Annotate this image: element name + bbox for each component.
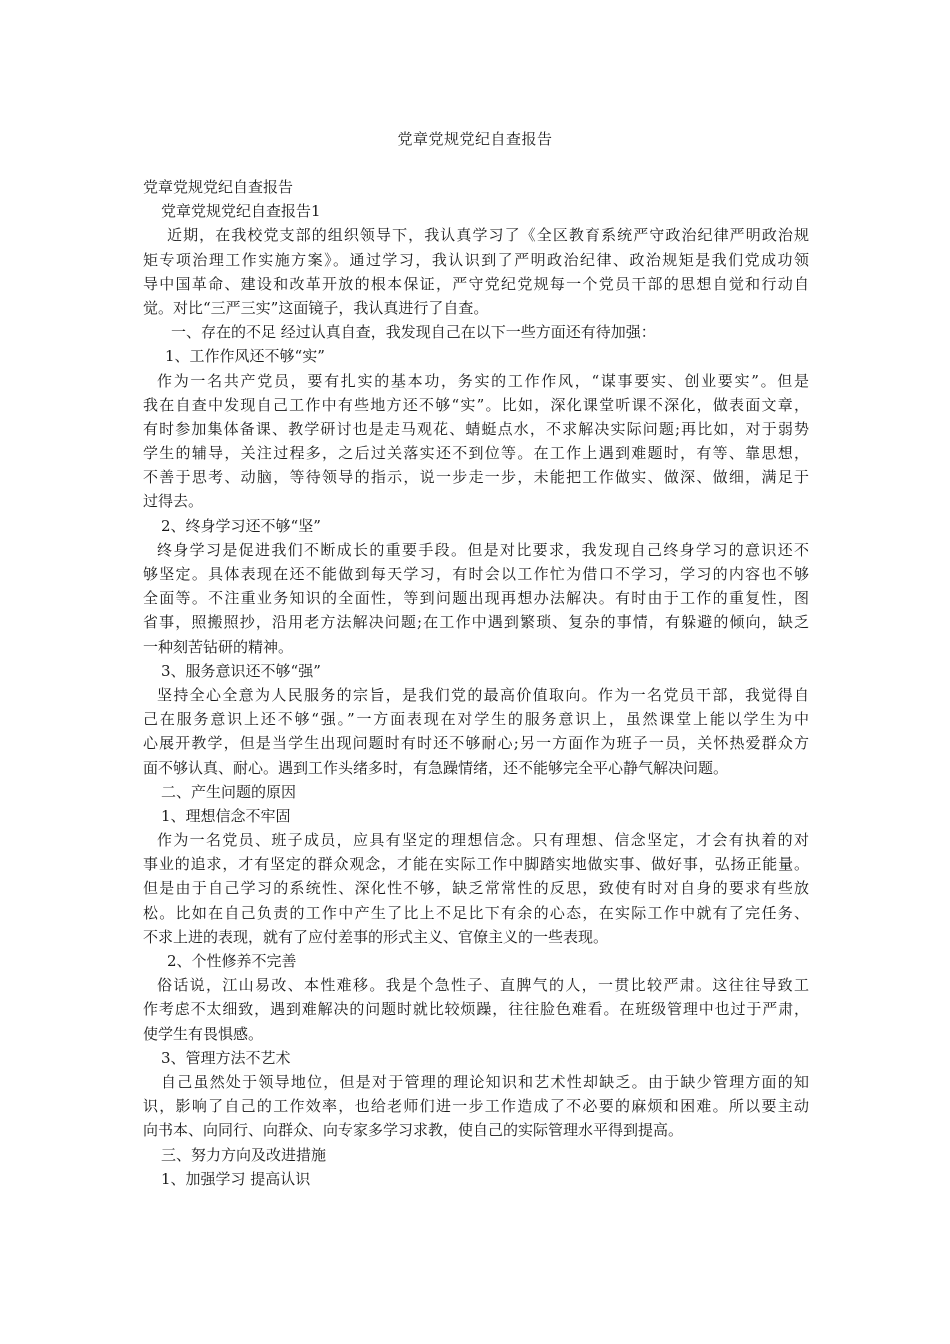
text-line: 有时参加集体备课、教学研讨也是走马观花、蜻蜓点水，不求解决实际问题;再比如，对于弱势	[143, 419, 809, 438]
text-line: 3、服务意识还不够“强”	[161, 661, 321, 680]
text-line: 面不够认真、耐心。遇到工作头绪多时，有急躁情绪，还不能够完全平心静气解决问题。	[143, 758, 729, 777]
text-line: 己在服务意识上还不够“强。”一方面表现在对学生的服务意识上，虽然课堂上能以学生为中	[143, 710, 809, 729]
text-line: 我在自查中发现自己工作中有些地方还不够“实”。比如，深化课堂听课不深化，做表面文章，	[143, 395, 809, 414]
text-line: 作考虑不太细致，遇到难解决的问题时就比较烦躁，往往脸色难看。在班级管理中也过于严肃，	[143, 1000, 809, 1019]
text-line: 一种刻苦钻研的精神。	[143, 637, 294, 656]
document-title: 党章党规党纪自查报告	[397, 130, 553, 148]
text-line: 事业的追求，才有坚定的群众观念，才能在实际工作中脚踏实地做实事、做好事，弘扬正能量。	[143, 855, 809, 874]
text-line: 学生的辅导，关注过程多，之后过关落实还不到位等。在工作上遇到难题时，有等、靠思想，	[143, 444, 809, 463]
text-line: 心展开教学，但是当学生出现问题时有时还不够耐心;另一方面作为班子一员，关怀热爱群众方	[143, 734, 809, 753]
text-line: 3、管理方法不艺术	[161, 1048, 291, 1067]
text-line: 过得去。	[143, 492, 204, 511]
text-line: 1、理想信念不牢固	[161, 806, 291, 825]
text-line: 但是由于自己学习的系统性、深化性不够，缺乏常常性的反思，致使有时对自身的要求有些放	[143, 879, 809, 898]
text-line: 党章党规党纪自查报告	[143, 178, 294, 196]
text-line: 作为一名共产党员，要有扎实的基本功，务实的工作作风，“谋事要实、创业要实”。但是	[157, 371, 809, 390]
text-line: 不求上进的表现，就有了应付差事的形式主义、官僚主义的一些表现。	[143, 927, 609, 946]
text-line: 松。比如在自己负责的工作中产生了比上不足比下有余的心态，在实际工作中就有了完任务、	[143, 903, 809, 922]
text-line: 识，影响了自己的工作效率，也给老师们进一步工作造成了不必要的麻烦和困难。所以要主动	[143, 1097, 809, 1116]
text-line: 俗话说，江山易改、本性难移。我是个急性子、直脾气的人，一贯比较严肃。这往往导致工	[157, 976, 809, 995]
text-line: 自己虽然处于领导地位，但是对于管理的理论知识和艺术性却缺乏。由于缺少管理方面的知	[161, 1072, 809, 1091]
text-line: 三、努力方向及改进措施	[161, 1145, 327, 1164]
text-line: 党章党规党纪自查报告1	[161, 202, 321, 221]
text-line: 够坚定。具体表现在还不能做到每天学习，有时会以工作忙为借口不学习，学习的内容也不够	[143, 565, 809, 583]
text-line: 1、工作作风还不够“实”	[165, 347, 325, 366]
text-line: 省事，照搬照抄，沿用老方法解决问题;在工作中遇到繁琐、复杂的事情，有躲避的倾向，缺乏	[143, 613, 809, 632]
text-line: 觉。对比“三严三实”这面镜子，我认真进行了自查。	[143, 298, 489, 317]
text-line: 坚持全心全意为人民服务的宗旨，是我们党的最高价值取向。作为一名党员干部，我觉得自	[157, 685, 809, 704]
text-line: 作为一名党员、班子成员，应具有坚定的理想信念。只有理想、信念坚定，才会有执着的对	[157, 831, 809, 850]
text-line: 全面等。不注重业务知识的全面性，等到问题出现再想办法解决。有时由于工作的重复性，图	[143, 589, 809, 608]
text-line: 近期，在我校党支部的组织领导下，我认真学习了《全区教育系统严守政治纪律严明政治规	[167, 226, 809, 245]
text-line: 矩专项治理工作实施方案》。通过学习，我认识到了严明政治纪律、政治规矩是我们党成功领	[143, 250, 809, 269]
text-line: 2、个性修养不完善	[167, 952, 297, 970]
text-line: 向书本、向同行、向群众、向专家多学习求教，使自己的实际管理水平得到提高。	[143, 1121, 684, 1140]
text-line: 1、加强学习 提高认识	[161, 1169, 311, 1188]
text-line: 不善于思考、动脑，等待领导的指示，说一步走一步，未能把工作做实、做深、做细，满足于	[143, 468, 809, 487]
text-line: 使学生有畏惧感。	[143, 1024, 264, 1043]
text-line: 终身学习是促进我们不断成长的重要手段。但是对比要求，我发现自己终身学习的意识还不	[157, 540, 809, 559]
text-line: 一、存在的不足 经过认真自查，我发现自己在以下一些方面还有待加强：	[171, 323, 656, 342]
text-line: 2、终身学习还不够“坚”	[161, 516, 321, 535]
text-line: 导中国革命、建设和改革开放的根本保证，严守党纪党规每一个党员干部的思想自觉和行动自	[143, 274, 809, 293]
document-body	[143, 175, 809, 1191]
text-line: 二、产生问题的原因	[161, 782, 297, 801]
